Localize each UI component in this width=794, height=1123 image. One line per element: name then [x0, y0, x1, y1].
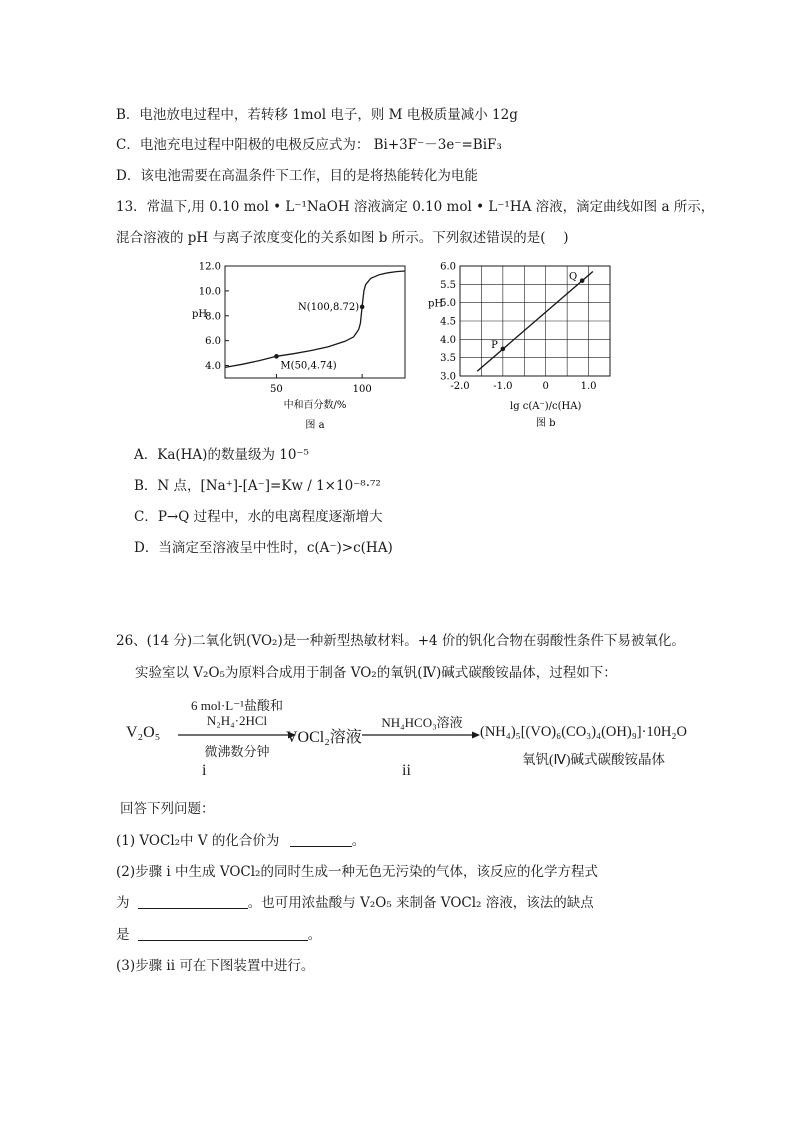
q26-sub1 — [116, 832, 365, 850]
q26-line2: 实验室以 V₂O₅为原料合成用于制备 VO₂的氧钒(Ⅳ)碱式碳酸铵晶体，过程如下： — [135, 665, 617, 681]
q13-option-c: C．P→Q 过程中，水的电离程度逐渐增大 — [134, 509, 383, 525]
ph-log-chart-b — [420, 258, 620, 433]
scheme-product-name: 氧钒(Ⅳ)碱式碳酸铵晶体 — [522, 752, 665, 767]
chart-b-ytick-label: 5.0 — [440, 298, 456, 310]
q26-sub2-line2-rest: 。也可用浓盐酸与 V₂O₅ 来制备 VOCl₂ 溶液，该法的缺点 — [247, 895, 594, 911]
chart-a-ylabel: pH — [192, 309, 208, 321]
q13-option-b: B．N 点，[Na⁺]-[A⁻]=Kw / 1×10⁻⁸·⁷² — [134, 478, 381, 494]
chart-a-ytick-label: 6.0 — [205, 336, 221, 348]
q26-line1: 26、(14 分)二氧化钒(VO₂)是一种新型热敏材料。+4 价的钒化合物在弱酸性条件下易被氧化。 — [116, 633, 685, 649]
q26-sub2-line1: (2)步骤 i 中生成 VOCl₂的同时生成一种无色无污染的气体，该反应的化学方程式 — [116, 864, 598, 880]
chart-a-point — [274, 354, 279, 359]
chart-b-ytick-label: 3.5 — [440, 353, 456, 365]
scheme-step-ii: ii — [402, 762, 411, 779]
q13-option-a: A．Ka(HA)的数量级为 10⁻⁵ — [134, 447, 309, 463]
chart-b-ytick-label: 5.5 — [440, 279, 456, 291]
scheme-start: V₂O₅ — [126, 724, 161, 741]
q26-sub1-period: 。 — [351, 833, 366, 849]
q26-sub2-shi: 是 — [116, 927, 130, 943]
answer-intro: 回答下列问题： — [120, 801, 215, 817]
chart-b-xtick-label: -2.0 — [450, 381, 470, 392]
titration-chart-a — [170, 258, 420, 433]
chart-b-ylabel: pH — [428, 298, 444, 310]
q13-stem-line1: 13．常温下,用 0.10 mol • L⁻¹NaOH 溶液滴定 0.10 mol • L⁻¹HA 溶液，滴定曲线如图 a 所示， — [116, 199, 715, 215]
q13-stem-line2: 混合溶液的 pH 与离子浓度变化的关系如图 b 所示。下列叙述错误的是( ) — [116, 230, 569, 246]
chart-a-point — [360, 305, 365, 310]
chart-b-line — [477, 272, 593, 372]
scheme-cond1-mid: N₂H₄·2HCl — [206, 713, 268, 728]
scheme-step-i: i — [202, 762, 207, 779]
q26-sub3: (3)步骤 ii 可在下图装置中进行。 — [116, 958, 315, 974]
q26-sub2-line3 — [116, 926, 321, 944]
chart-a-curve — [225, 271, 405, 367]
scheme-cond2-top: NH₄HCO₃溶液 — [381, 715, 463, 730]
chart-b-xtick-label: -1.0 — [493, 381, 513, 392]
scheme-product: (NH₄)₅[(VO)₆(CO₃)₄(OH)₉]·10H₂O — [480, 724, 687, 740]
chart-b-ytick-label: 4.0 — [440, 334, 456, 346]
chart-b-xtick-label: 0 — [542, 381, 549, 392]
chart-a-ytick-label: 10.0 — [198, 286, 221, 298]
chart-b-point-label: P — [491, 339, 498, 351]
scheme-arrow-1 — [178, 730, 296, 740]
q26-sub2-line2 — [116, 894, 594, 912]
chart-a-ytick-label: 8.0 — [205, 311, 221, 323]
chart-b-title: 图 b — [535, 418, 556, 429]
chart-b-xtick-label: 1.0 — [580, 381, 597, 392]
chart-b-ytick-label: 3.0 — [440, 371, 456, 383]
q26-sub1-text: (1) VOCl₂中 V 的化合价为 — [116, 833, 280, 849]
q13-option-d: D．当滴定至溶液呈中性时，c(A⁻)>c(HA) — [134, 540, 393, 556]
chart-a-xtick-label: 50 — [270, 384, 283, 395]
chart-b-ytick-label: 4.5 — [440, 316, 456, 328]
chart-a-point-label: M(50,4.74) — [280, 360, 337, 372]
q26-sub2-period: 。 — [307, 927, 322, 943]
chart-a-xlabel: 中和百分数/% — [283, 400, 347, 411]
scheme-cond1-top: 6 mol·L⁻¹盐酸和 — [190, 698, 283, 713]
scheme-intermediate: VOCl₂溶液 — [286, 729, 362, 746]
chart-a-ytick-label: 4.0 — [205, 361, 221, 373]
chart-a-ytick-label: 12.0 — [198, 261, 221, 273]
q12-option-c: C．电池充电过程中阳极的电极反应式为： Bi+3F⁻－3e⁻=BiF₃ — [116, 137, 502, 153]
answer-blank-2[interactable] — [138, 896, 248, 909]
q12-option-d: D．该电池需要在高温条件下工作，目的是将热能转化为电能 — [116, 168, 478, 184]
scheme-arrow-2 — [362, 730, 480, 740]
scheme-cond1-bottom: 微沸数分钟 — [204, 744, 270, 759]
answer-blank-1[interactable] — [290, 834, 352, 847]
answer-blank-3[interactable] — [138, 928, 308, 941]
chart-b-point-label: Q — [568, 271, 578, 283]
chart-a-title: 图 a — [305, 420, 325, 431]
chart-b-ytick-label: 6.0 — [440, 261, 456, 273]
chart-a-xtick-label: 100 — [352, 384, 372, 395]
chart-b-xlabel: lg c(A⁻)/c(HA) — [510, 401, 582, 412]
chart-b-point — [501, 347, 506, 352]
chart-b-point — [580, 278, 585, 283]
reaction-scheme — [120, 690, 720, 790]
q12-option-b: B．电池放电过程中，若转移 1mol 电子，则 M 电极质量减小 12g — [116, 107, 518, 123]
chart-a-point-label: N(100,8.72) — [298, 301, 360, 313]
q26-sub2-wei: 为 — [116, 895, 130, 911]
